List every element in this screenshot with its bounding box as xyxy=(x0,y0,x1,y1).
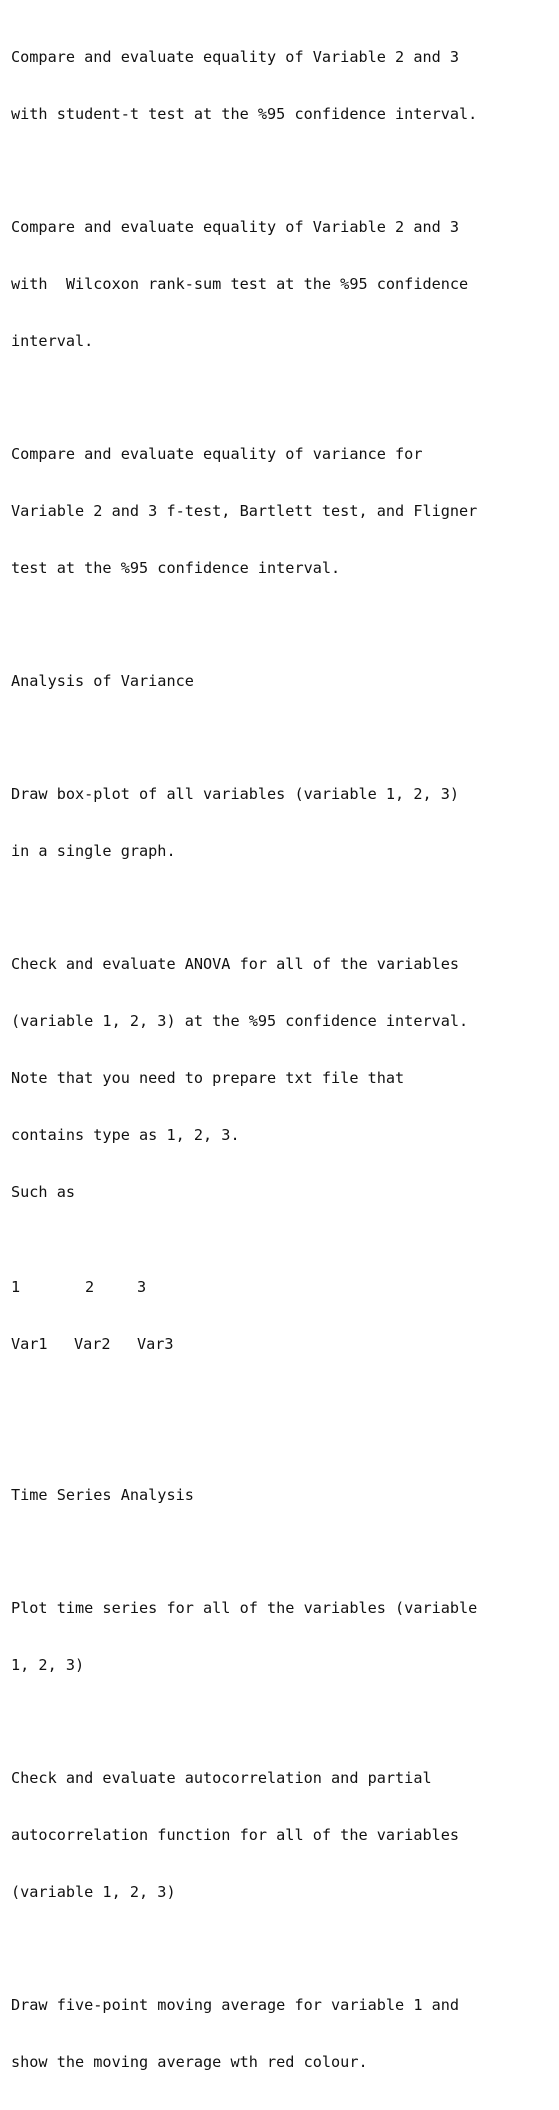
paragraph-wilcoxon xyxy=(11,180,556,389)
example-number: 3 xyxy=(137,1278,147,1296)
section-heading: Analysis of Variance xyxy=(11,672,194,690)
paragraph-autocorrelation xyxy=(11,1731,556,1940)
heading-analysis-of-variance xyxy=(11,634,556,729)
text-line: 1, 2, 3) xyxy=(11,1656,85,1674)
document-body xyxy=(11,10,556,2110)
text-line: Check and evaluate ANOVA for all of the variables xyxy=(11,955,460,973)
text-line: Draw box-plot of all variables (variable 1, 2, 3) xyxy=(11,785,460,803)
text-line: Compare and evaluate equality of Variable 2 and 3 xyxy=(11,48,460,66)
example-number: 2 xyxy=(85,1278,95,1296)
heading-time-series-analysis xyxy=(11,1448,556,1543)
text-line: Such as xyxy=(11,1183,76,1201)
text-line: Variable 2 and 3 f-test, Bartlett test, and Fligner xyxy=(11,502,478,520)
example-numbers-row xyxy=(11,1278,556,1297)
paragraph-timeseries-plot xyxy=(11,1561,556,1713)
text-line: test at the %95 confidence interval. xyxy=(11,559,341,577)
example-labels-row xyxy=(11,1335,556,1354)
text-line: Draw five-point moving average for variable 1 and xyxy=(11,1996,460,2014)
text-line: (variable 1, 2, 3) xyxy=(11,1883,176,1901)
text-line: Compare and evaluate equality of variance for xyxy=(11,445,423,463)
text-line: Compare and evaluate equality of Variable 2 and 3 xyxy=(11,218,460,236)
text-line: Check and evaluate autocorrelation and partial xyxy=(11,1769,432,1787)
example-label: Var3 xyxy=(137,1335,174,1353)
text-line: Note that you need to prepare txt file that xyxy=(11,1069,405,1087)
text-line: contains type as 1, 2, 3. xyxy=(11,1126,240,1144)
paragraph-variance xyxy=(11,407,556,616)
text-line: interval. xyxy=(11,332,94,350)
example-label: Var1 xyxy=(11,1335,48,1353)
paragraph-anova xyxy=(11,917,556,1430)
example-number: 1 xyxy=(11,1278,21,1296)
text-line: Plot time series for all of the variables (variable xyxy=(11,1599,478,1617)
text-line: with student-t test at the %95 confidence interval. xyxy=(11,105,478,123)
text-line: autocorrelation function for all of the variables xyxy=(11,1826,460,1844)
paragraph-moving-average xyxy=(11,1958,556,2110)
text-line: (variable 1, 2, 3) at the %95 confidence interval. xyxy=(11,1012,469,1030)
text-line: show the moving average wth red colour. xyxy=(11,2053,368,2071)
text-line: with Wilcoxon rank-sum test at the %95 confidence xyxy=(11,275,469,293)
example-label: Var2 xyxy=(74,1335,111,1353)
text-line: in a single graph. xyxy=(11,842,176,860)
paragraph-boxplot xyxy=(11,747,556,899)
example-type-table xyxy=(11,1240,556,1392)
paragraph-ttest xyxy=(11,10,556,162)
section-heading: Time Series Analysis xyxy=(11,1486,194,1504)
